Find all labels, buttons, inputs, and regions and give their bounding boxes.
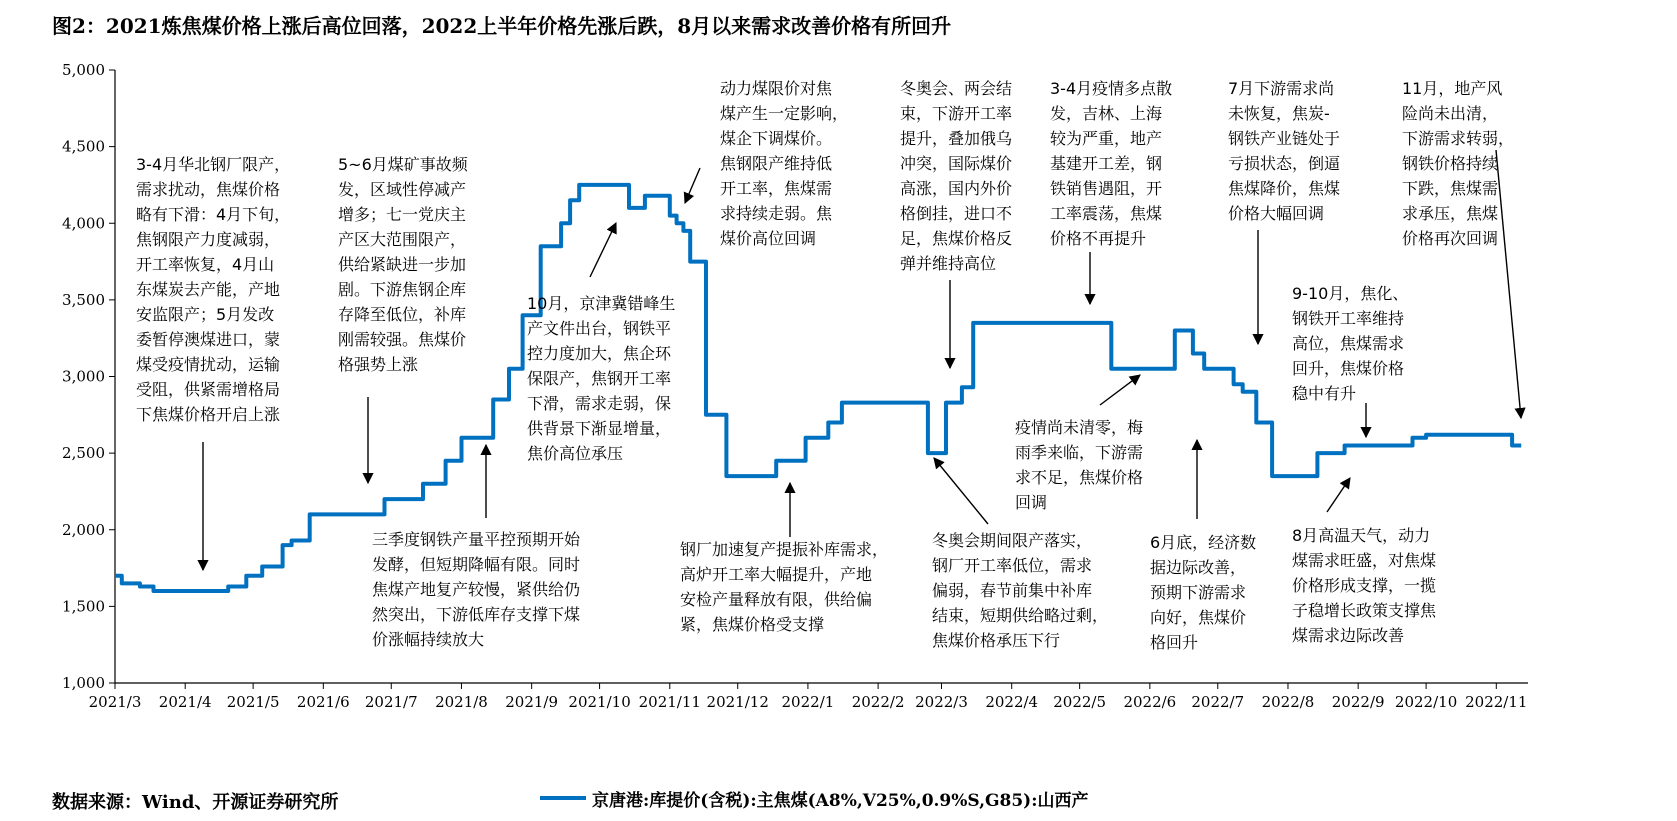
x-tick-label: 2021/3	[88, 693, 142, 711]
annotation-12: 7月下游需求尚 未恢复，焦炭- 钢铁产业链处于 亏损状态，倒逼 焦煤降价，焦煤 价格大幅回调	[1228, 79, 1341, 223]
annotation-9: 3-4月疫情多点散 发，吉林、上海 较为严重，地产 基建开工差，钢 铁销售遇阻，开 工率震荡，焦煤 价格不再提升	[1050, 79, 1173, 248]
y-tick-label: 5,000	[62, 61, 105, 79]
x-tick-label: 2022/7	[1191, 693, 1245, 711]
annotation-arrow-8	[934, 458, 988, 524]
annotation-3: 三季度钢铁产量平控预期开始 发酵，但短期降幅有限。同时 焦煤产地复产较慢，紧供给仍 然突出，下游低库存支撑下煤 价涨幅持续放大	[372, 530, 581, 649]
annotation-14: 8月高温天气，动力 煤需求旺盛，对焦煤 价格形成支撑，一揽 子稳增长政策支撑焦 煤需求边际改善	[1292, 526, 1437, 645]
annotation-6: 钢厂加速复产提振补库需求， 高炉开工率大幅提升，产地 安检产量释放有限，供给偏 紧，焦煤价格受支撑	[680, 540, 889, 634]
annotation-11: 6月底，经济数 据边际改善， 预期下游需求 向好，焦煤价 格回升	[1150, 533, 1257, 652]
y-tick-label: 4,000	[62, 214, 105, 233]
y-tick-label: 1,500	[62, 597, 105, 616]
y-tick-label: 3,000	[62, 367, 105, 386]
x-tick-label: 2021/12	[706, 693, 769, 711]
y-tick-label: 2,500	[62, 444, 105, 463]
y-tick-label: 4,500	[62, 137, 105, 156]
annotation-15: 11月，地产风 险尚未出清， 下游需求转弱， 钢铁价格持续 下跌，焦煤需 求承压，焦煤 价格再次回调	[1402, 79, 1515, 248]
x-tick-label: 2021/6	[296, 693, 350, 711]
x-tick-label: 2021/7	[364, 693, 418, 711]
x-tick-label: 2022/3	[915, 693, 968, 711]
x-tick-label: 2022/8	[1261, 693, 1315, 711]
x-tick-label: 2022/11	[1465, 693, 1528, 711]
y-tick-label: 2,000	[62, 520, 105, 539]
x-tick-label: 2021/4	[158, 693, 212, 711]
x-tick-label: 2021/5	[226, 693, 280, 711]
chart-title: 图2：2021炼焦煤价格上涨后高位回落，2022上半年价格先涨后跌，8月以来需求改善价格有所回升	[52, 14, 952, 38]
legend-label: 京唐港:库提价(含税):主焦煤(A8%,V25%,0.9%S,G85):山西产	[592, 790, 1089, 811]
y-tick-label: 3,500	[62, 290, 105, 309]
annotation-2: 5~6月煤矿事故频 发，区域性停减产 增多；七一党庆主 产区大范围限产， 供给紧缺进一步加 剧。下游焦钢企库 存降至低位，补库 刚需较强。焦煤价 格强势上涨	[338, 155, 468, 374]
annotation-arrow-4	[590, 223, 616, 277]
annotation-4: 10月，京津冀错峰生 产文件出台，钢铁平 控力度加大，焦企环 保限产，焦钢开工率 下滑，需求走弱，保 供背景下渐显增量， 焦价高位承压	[527, 294, 676, 463]
annotation-1: 3-4月华北钢厂限产， 需求扰动，焦煤价格 略有下滑：4月下旬， 焦钢限产力度减弱， 开工率恢复，4月山 东煤炭去产能，产地 安监限产；5月发改 委暂停澳煤进口，蒙 煤受疫情扰动，运输 受阻，供紧需增格局 下焦煤价格开启上涨	[136, 155, 291, 424]
x-tick-label: 2022/9	[1331, 693, 1385, 711]
x-tick-label: 2021/8	[435, 693, 488, 711]
annotation-arrow-14	[1327, 478, 1350, 512]
x-tick-label: 2021/9	[505, 693, 559, 711]
x-tick-label: 2021/11	[638, 693, 701, 711]
x-tick-label: 2022/1	[781, 693, 835, 711]
annotation-7: 冬奥会、两会结 束，下游开工率 提升，叠加俄乌 冲突，国际煤价 高涨，国内外价 格倒挂，进口不 足，焦煤价格反 弹并维持高位	[900, 79, 1013, 273]
x-tick-label: 2022/2	[851, 693, 905, 711]
annotation-13: 9-10月，焦化、 钢铁开工率维持 高位，焦煤需求 回升，焦煤价格 稳中有升	[1292, 284, 1409, 403]
legend	[540, 786, 1089, 810]
legend-swatch	[540, 796, 586, 800]
x-tick-label: 2022/4	[985, 693, 1039, 711]
annotation-10: 疫情尚未清零，梅 雨季来临，下游需 求不足，焦煤价格 回调	[1015, 418, 1144, 512]
annotation-8: 冬奥会期间限产落实， 钢厂开工率低位，需求 偏弱，春节前集中补库 结束，短期供给略过剩， 焦煤价格承压下行	[932, 531, 1109, 650]
annotation-arrow-10	[1100, 375, 1140, 405]
x-tick-label: 2021/10	[568, 693, 631, 711]
annotation-5: 动力煤限价对焦 煤产生一定影响， 煤企下调煤价。 焦钢限产维持低 开工率，焦煤需 求持续走弱。焦 煤价高位回调	[720, 79, 849, 248]
annotation-arrow-5	[685, 168, 700, 203]
x-tick-label: 2022/6	[1123, 693, 1177, 711]
y-tick-label: 1,000	[62, 674, 105, 692]
data-source: 数据来源：Wind、开源证券研究所	[52, 792, 339, 813]
x-tick-label: 2022/10	[1394, 693, 1458, 711]
x-tick-label: 2022/5	[1053, 693, 1107, 711]
